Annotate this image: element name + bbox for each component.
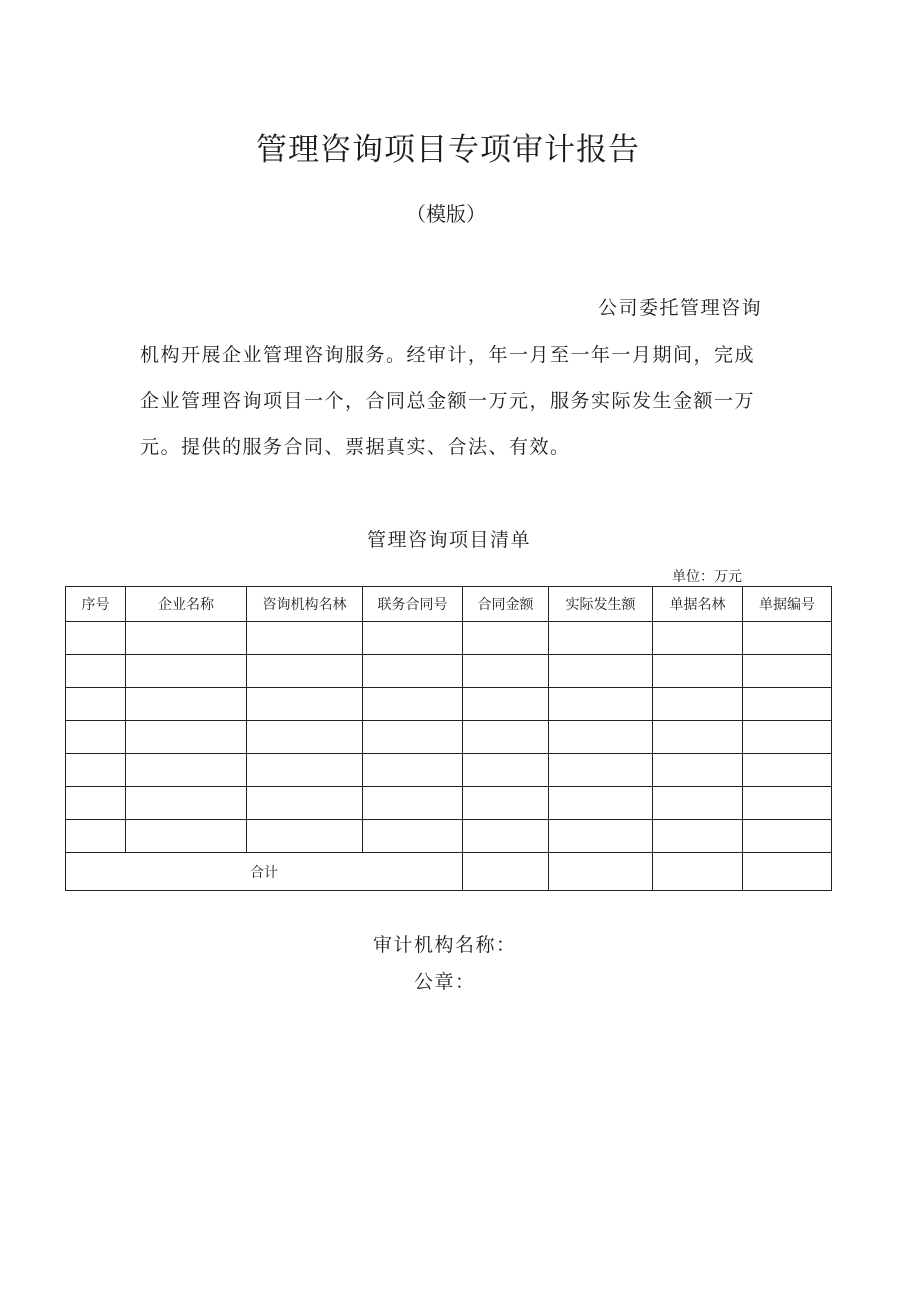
document-subtitle: （模版） — [406, 202, 486, 226]
document-title: 管理咨询项目专项审计报告 — [256, 132, 640, 168]
table-row — [66, 721, 832, 754]
paragraph-line: 机构开展企业管理咨询服务。经审计，年一月至一年一月期间，完成 — [140, 344, 756, 366]
table-cell — [247, 622, 363, 655]
total-cell — [549, 853, 653, 891]
table-cell — [363, 754, 463, 787]
table-cell — [653, 787, 743, 820]
header-cell: 单据名林 — [653, 587, 743, 622]
table-cell — [66, 688, 126, 721]
table-title: 管理咨询项目清单 — [366, 529, 531, 551]
total-cell — [653, 853, 743, 891]
table-cell — [463, 721, 549, 754]
table-cell — [247, 787, 363, 820]
table-cell — [549, 820, 653, 853]
table-cell — [126, 754, 247, 787]
table-cell — [126, 787, 247, 820]
table-cell — [743, 787, 832, 820]
table-cell — [743, 655, 832, 688]
table-cell — [549, 688, 653, 721]
table-cell — [66, 655, 126, 688]
table-cell — [66, 820, 126, 853]
table-row — [66, 688, 832, 721]
table-cell — [126, 622, 247, 655]
header-cell: 联务合同号 — [363, 587, 463, 622]
table-cell — [743, 688, 832, 721]
table-cell — [363, 721, 463, 754]
table-cell — [66, 721, 126, 754]
table-cell — [549, 721, 653, 754]
table-row — [66, 820, 832, 853]
table-cell — [126, 655, 247, 688]
unit-label: 单位：万元 — [672, 569, 742, 585]
table-cell — [363, 787, 463, 820]
project-list-table — [65, 586, 832, 891]
table-cell — [743, 721, 832, 754]
table-cell — [653, 754, 743, 787]
table-row — [66, 754, 832, 787]
table-cell — [247, 820, 363, 853]
table-cell — [549, 622, 653, 655]
table-cell — [463, 787, 549, 820]
table-cell — [247, 688, 363, 721]
total-row — [66, 853, 832, 891]
table-cell — [126, 721, 247, 754]
header-cell: 合同金额 — [463, 587, 549, 622]
header-cell: 企业名称 — [126, 587, 247, 622]
header-cell: 实际发生额 — [549, 587, 653, 622]
table-cell — [363, 688, 463, 721]
header-cell: 序号 — [66, 587, 126, 622]
table-header-row — [66, 587, 832, 622]
total-cell — [463, 853, 549, 891]
paragraph-line: 元。提供的服务合同、票据真实、合法、有效。 — [140, 436, 571, 458]
table-cell — [463, 655, 549, 688]
table-row — [66, 787, 832, 820]
table-cell — [247, 721, 363, 754]
table-cell — [653, 655, 743, 688]
table-row — [66, 622, 832, 655]
table-cell — [66, 787, 126, 820]
table-cell — [549, 655, 653, 688]
table-cell — [66, 622, 126, 655]
table-cell — [743, 754, 832, 787]
table-cell — [463, 820, 549, 853]
table-cell — [653, 688, 743, 721]
table-cell — [126, 688, 247, 721]
seal-label: 公章： — [414, 971, 476, 993]
header-cell: 单据编号 — [743, 587, 832, 622]
table-cell — [653, 721, 743, 754]
table-cell — [66, 754, 126, 787]
total-label: 合计 — [66, 853, 463, 891]
table-cell — [743, 820, 832, 853]
table-cell — [363, 655, 463, 688]
table-cell — [247, 754, 363, 787]
audit-org-label: 审计机构名称： — [373, 934, 517, 956]
total-cell — [743, 853, 832, 891]
paragraph-line: 企业管理咨询项目一个，合同总金额一万元，服务实际发生金额一万 — [140, 390, 756, 412]
table-cell — [743, 622, 832, 655]
table-cell — [653, 622, 743, 655]
table-cell — [463, 622, 549, 655]
table-cell — [363, 820, 463, 853]
paragraph-line: 公司委托管理咨询 — [598, 297, 763, 319]
table-cell — [653, 820, 743, 853]
table-cell — [463, 688, 549, 721]
table-cell — [126, 820, 247, 853]
table-cell — [247, 655, 363, 688]
table-cell — [549, 787, 653, 820]
table-cell — [363, 622, 463, 655]
header-cell: 咨询机构名林 — [247, 587, 363, 622]
table-cell — [549, 754, 653, 787]
table-row — [66, 655, 832, 688]
table-cell — [463, 754, 549, 787]
